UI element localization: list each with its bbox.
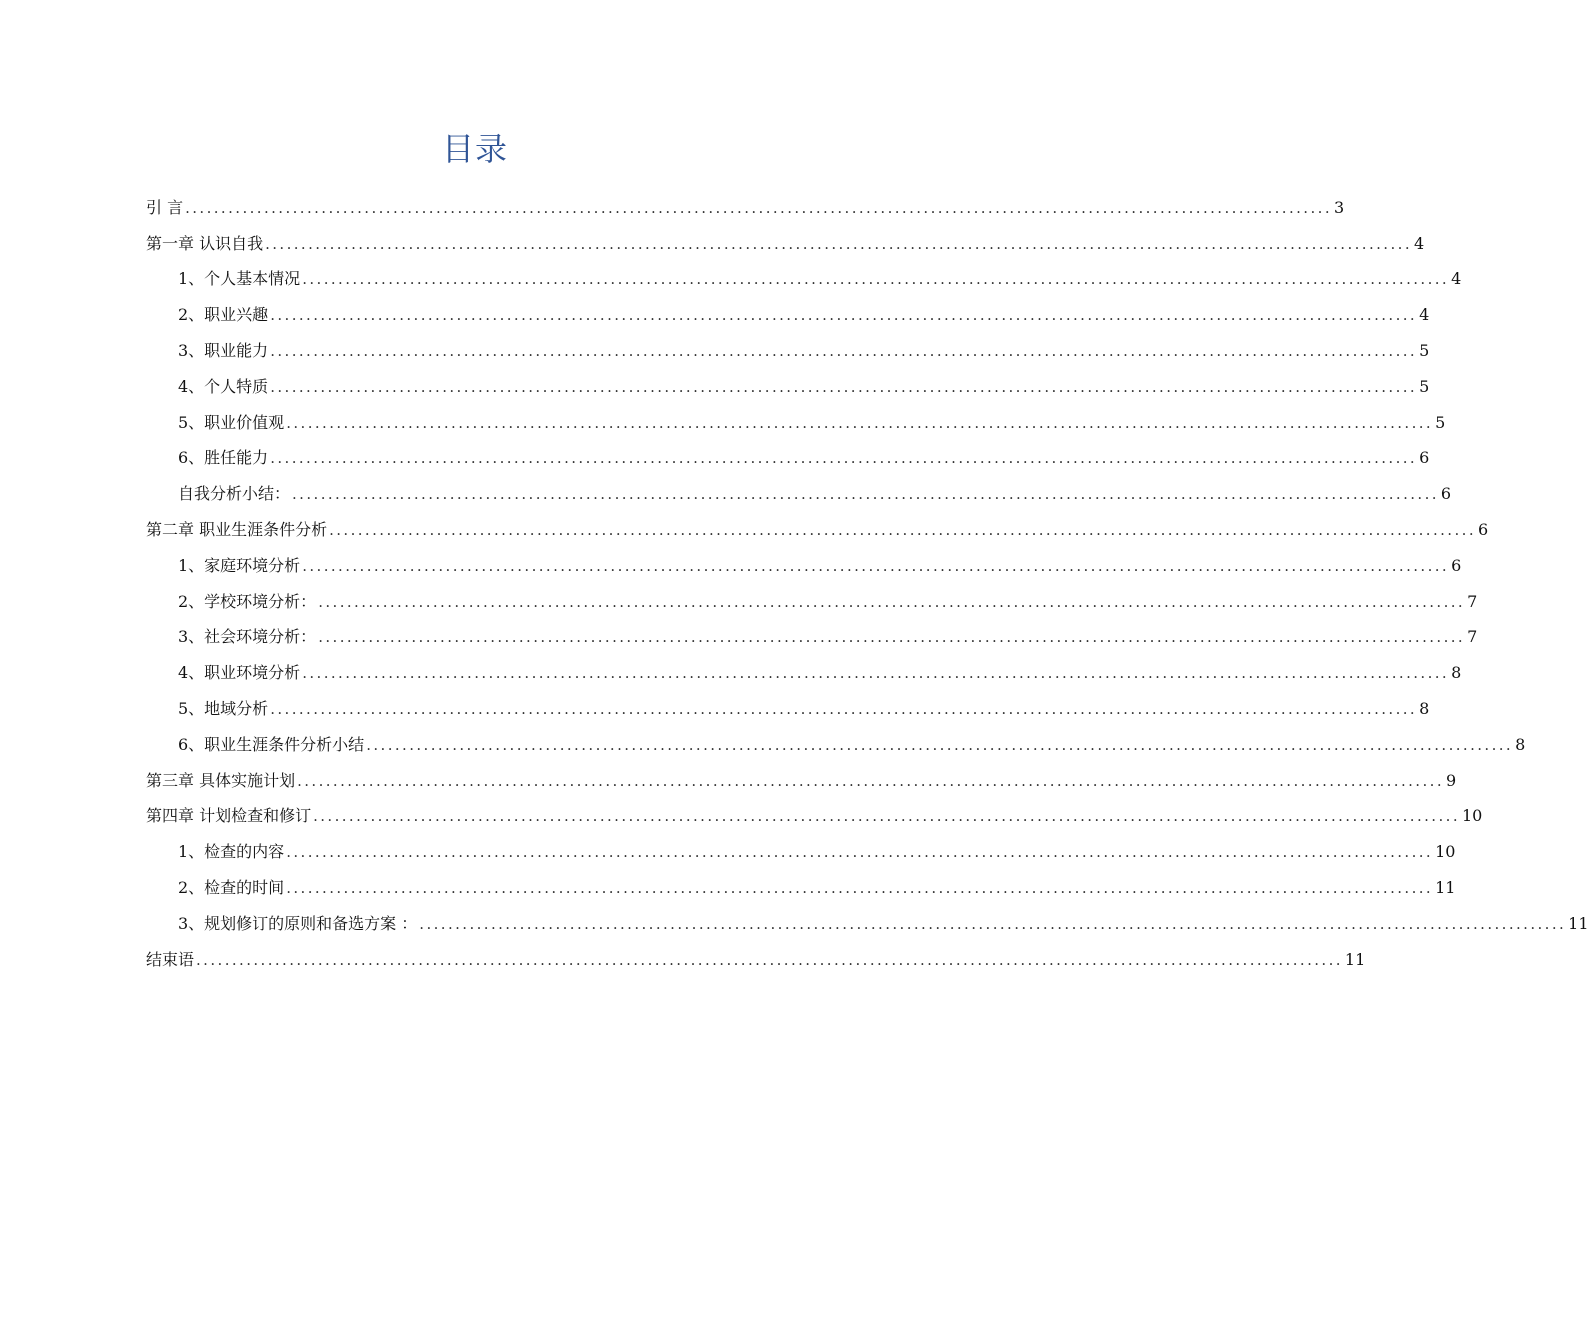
toc-entry-page: 6 [1440, 484, 1452, 504]
toc-entry[interactable] [146, 226, 1425, 262]
toc-entry-label: 第四章 计划检查和修订 [146, 806, 312, 826]
toc-leader-dots: ................................................................................................................................................................ [185, 198, 1332, 217]
toc-entry-label: 5、职业价值观 [178, 412, 285, 432]
toc-leader-dots: ................................................................................................................................................................ [329, 521, 1476, 540]
toc-title: 目录 [441, 130, 508, 168]
toc-entry-label: 1、家庭环境分析 [178, 555, 301, 575]
toc-leader-dots: ................................................................................................................................................................ [297, 771, 1444, 790]
toc-entry-page: 11 [1344, 949, 1366, 969]
toc-entry-label: 2、职业兴趣 [178, 305, 269, 325]
toc-entry-label: 引 言 [146, 197, 184, 217]
toc-entry-label: 1、检查的内容 [178, 842, 285, 862]
toc-entry-label: 3、职业能力 [178, 341, 269, 361]
toc-entry-label: 3、规划修订的原则和备选方案 ： [178, 913, 418, 933]
toc-leader-dots: ................................................................................................................................................................ [286, 879, 1434, 898]
toc-entry-page: 5 [1419, 341, 1430, 361]
toc-entry[interactable] [146, 297, 1430, 333]
toc-entry-label: 6、职业生涯条件分析小结 [178, 734, 365, 754]
toc-leader-dots: ................................................................................................................................................................ [270, 306, 1418, 325]
toc-entry-page: 9 [1445, 770, 1457, 790]
toc-leader-dots: ................................................................................................................................................................ [286, 413, 1434, 432]
toc-entry[interactable] [146, 620, 1478, 656]
toc-leader-dots: ................................................................................................................................................................ [318, 628, 1466, 647]
toc-entry-label: 4、个人特质 [178, 376, 269, 396]
toc-entry-page: 8 [1419, 699, 1430, 719]
toc-leader-dots: ................................................................................................................................................................ [318, 592, 1466, 611]
toc-entry-page: 3 [1333, 197, 1345, 217]
toc-entry-page: 4 [1419, 305, 1430, 325]
toc-entry-label: 2、检查的时间 [178, 878, 285, 898]
toc-entry[interactable] [146, 763, 1457, 799]
toc-entry-page: 11 [1435, 878, 1456, 898]
toc-leader-dots: ................................................................................................................................................................ [270, 449, 1418, 468]
toc-entry[interactable] [146, 333, 1430, 369]
toc-leader-dots: ................................................................................................................................................................ [196, 950, 1343, 969]
toc-leader-dots: ................................................................................................................................................................ [265, 234, 1412, 253]
toc-entry-label: 1、个人基本情况 [178, 269, 301, 289]
toc-entry[interactable] [146, 548, 1462, 584]
toc-entry-page: 11 [1568, 913, 1589, 933]
toc-entry-page: 6 [1419, 448, 1430, 468]
toc-entry-page: 8 [1515, 734, 1526, 754]
toc-entry[interactable] [146, 584, 1478, 620]
toc-entry[interactable] [146, 512, 1489, 548]
toc-entry-label: 6、胜任能力 [178, 448, 269, 468]
toc-entry[interactable] [146, 906, 1589, 942]
toc-leader-dots: ................................................................................................................................................................ [366, 735, 1514, 754]
toc-entry-label: 第一章 认识自我 [146, 233, 264, 253]
toc-entry-page: 10 [1461, 806, 1483, 826]
toc-leader-dots: ................................................................................................................................................................ [302, 270, 1450, 289]
toc-entry-page: 8 [1451, 663, 1462, 683]
toc-entry[interactable] [146, 691, 1430, 727]
toc-entry[interactable] [146, 655, 1462, 691]
toc-entry[interactable] [146, 727, 1526, 763]
toc-leader-dots: ................................................................................................................................................................ [302, 664, 1450, 683]
toc-leader-dots: ................................................................................................................................................................ [270, 377, 1418, 396]
toc-leader-dots: ................................................................................................................................................................ [302, 556, 1450, 575]
toc-entry[interactable] [146, 405, 1446, 441]
toc-entry-label: 结束语 [146, 949, 195, 969]
toc-entry-page: 6 [1451, 555, 1462, 575]
toc-entry-page: 7 [1467, 627, 1478, 647]
toc-entry-label: 自我分析小结： [178, 484, 291, 504]
toc-entry-page: 4 [1451, 269, 1462, 289]
toc-leader-dots: ................................................................................................................................................................ [270, 342, 1418, 361]
toc-entry-label: 第三章 具体实施计划 [146, 770, 296, 790]
toc-leader-dots: ................................................................................................................................................................ [313, 807, 1460, 826]
toc-entry[interactable] [146, 870, 1456, 906]
toc-leader-dots: ................................................................................................................................................................ [419, 914, 1567, 933]
toc-entry[interactable] [146, 262, 1462, 298]
toc-entry-page: 6 [1477, 520, 1489, 540]
toc-entry-page: 7 [1467, 591, 1478, 611]
toc-entry[interactable] [146, 834, 1456, 870]
toc-leader-dots: ................................................................................................................................................................ [292, 485, 1439, 504]
toc-leader-dots: ................................................................................................................................................................ [270, 700, 1418, 719]
toc-entry-page: 5 [1419, 376, 1430, 396]
toc-entry[interactable] [146, 942, 1366, 978]
toc-entry-page: 5 [1435, 412, 1446, 432]
toc-leader-dots: ................................................................................................................................................................ [286, 843, 1434, 862]
toc-entry-page: 10 [1435, 842, 1456, 862]
toc-entry[interactable] [146, 369, 1430, 405]
toc-entry-label: 3、社会环境分析： [178, 627, 317, 647]
toc-entry[interactable] [146, 476, 1452, 512]
toc-entry-label: 4、职业环境分析 [178, 663, 301, 683]
toc-list [146, 190, 1589, 978]
toc-entry-page: 4 [1413, 233, 1425, 253]
toc-entry-label: 第二章 职业生涯条件分析 [146, 520, 328, 540]
toc-entry-label: 2、学校环境分析： [178, 591, 317, 611]
toc-entry-label: 5、地域分析 [178, 699, 269, 719]
toc-entry[interactable] [146, 441, 1430, 477]
toc-entry[interactable] [146, 190, 1345, 226]
toc-entry[interactable] [146, 799, 1483, 835]
